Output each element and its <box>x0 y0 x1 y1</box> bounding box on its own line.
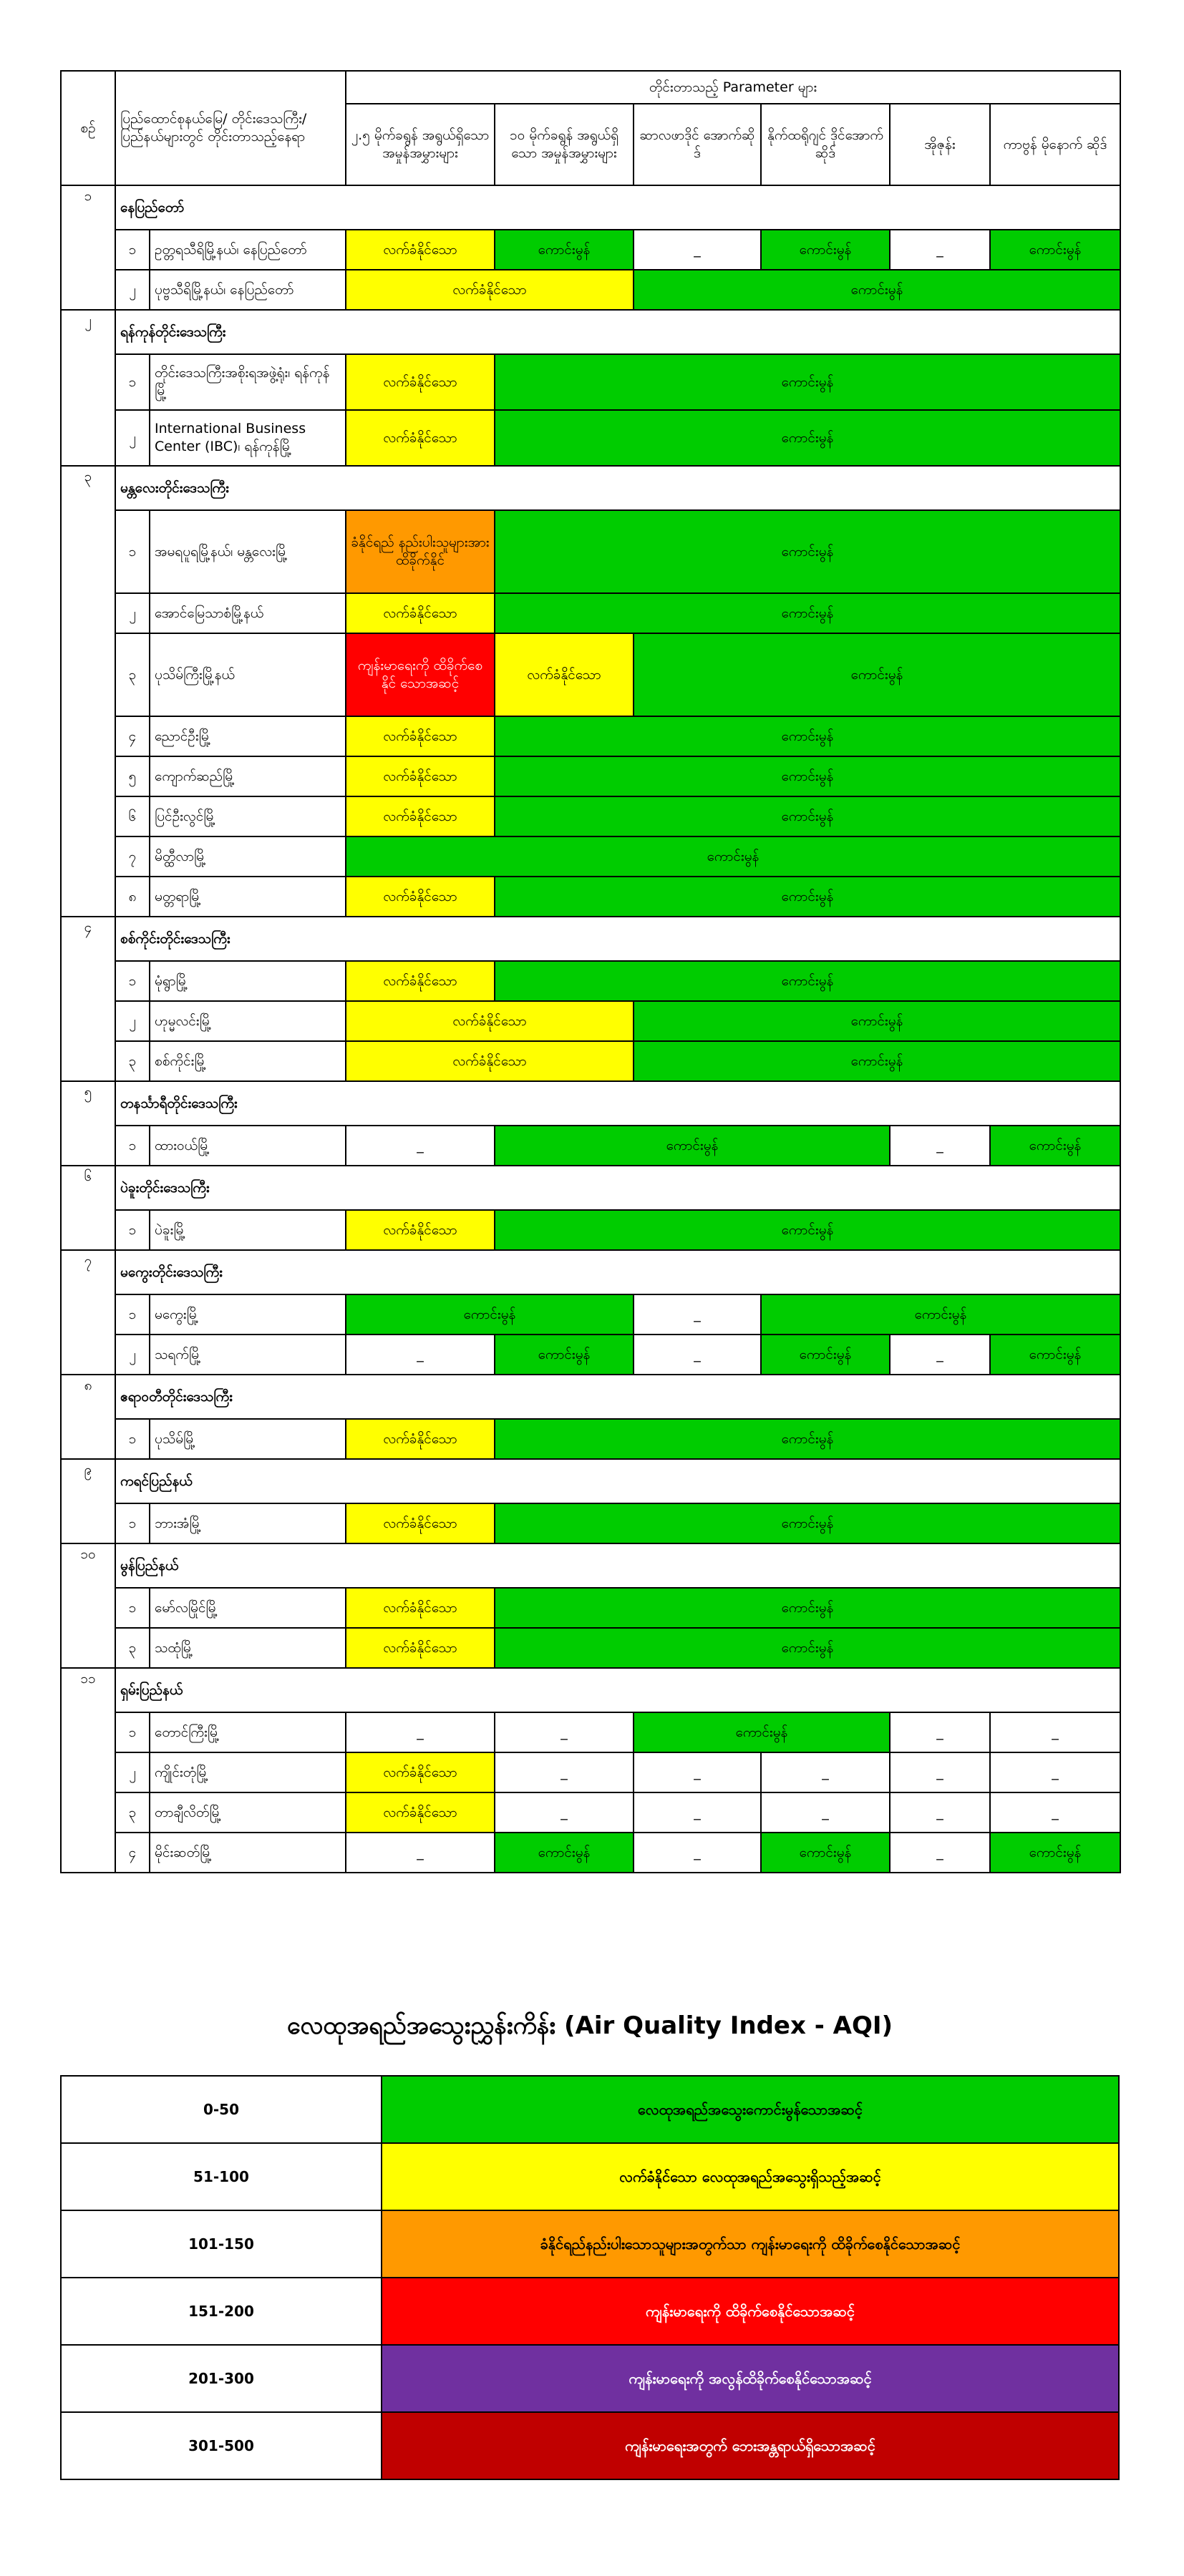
site-number: ၃ <box>115 1628 150 1668</box>
aqi-description: လက်ခံနိုင်သော လေထုအရည်အသွေးရှိသည့်အဆင့် <box>382 2143 1119 2210</box>
status-cell-good: ကောင်းမွန် <box>495 354 1120 410</box>
site-number: ၃ <box>115 1792 150 1833</box>
site-name: ပြင်ဦးလွင်မြို့ <box>150 796 346 836</box>
status-cell-none: _ <box>634 1833 761 1873</box>
status-cell-none: _ <box>495 1712 634 1752</box>
status-cell-mod: လက်ခံနိုင်သော <box>346 230 495 270</box>
air-quality-sheet <box>60 70 1120 1873</box>
site-name: မိတ္ထီလာမြို့ <box>150 836 346 877</box>
region-row <box>61 1543 1120 1588</box>
status-cell-none: _ <box>761 1792 890 1833</box>
site-number: ၇ <box>115 836 150 877</box>
status-cell-none: _ <box>495 1792 634 1833</box>
status-cell-good: ကောင်းမွန် <box>495 961 1120 1001</box>
status-cell-good: ကောင်းမွန် <box>634 1041 1120 1081</box>
region-number: ၇ <box>61 1250 115 1375</box>
site-number: ၁ <box>115 961 150 1001</box>
aqi-row <box>61 2076 1119 2143</box>
site-row <box>61 1210 1120 1250</box>
region-name: စစ်ကိုင်းတိုင်းဒေသကြီး <box>115 917 1120 961</box>
site-number: ၁ <box>115 230 150 270</box>
site-row <box>61 1588 1120 1628</box>
status-cell-mod: လက်ခံနိုင်သော <box>346 410 495 466</box>
status-cell-mod: လက်ခံနိုင်သော <box>346 1588 495 1628</box>
site-number: ၁ <box>115 1419 150 1459</box>
site-name: မိုင်းဆတ်မြို့ <box>150 1833 346 1873</box>
site-row <box>61 510 1120 593</box>
status-cell-unh: ကျန်းမာရေးကို ထိခိုက်စေနိုင် သောအဆင့် <box>346 633 495 716</box>
site-name: ပုဗ္ဗသီရိမြို့နယ်၊ နေပြည်တော် <box>150 270 346 310</box>
status-cell-mod: လက်ခံနိုင်သော <box>346 593 495 633</box>
site-name: သထုံမြို့ <box>150 1628 346 1668</box>
status-cell-mod: လက်ခံနိုင်သော <box>346 756 495 796</box>
region-row <box>61 1166 1120 1210</box>
region-number: ၉ <box>61 1459 115 1543</box>
aqi-range: 101-150 <box>61 2210 382 2278</box>
status-cell-none: _ <box>890 1752 990 1792</box>
site-row <box>61 796 1120 836</box>
status-cell-mod: လက်ခံနိုင်သော <box>346 1001 634 1041</box>
status-cell-none: _ <box>346 1126 495 1166</box>
site-number: ၁ <box>115 1210 150 1250</box>
status-cell-good: ကောင်းမွန် <box>346 836 1120 877</box>
site-row <box>61 1752 1120 1792</box>
header-no2: နိုက်ထရိုဂျင် ဒိုင်အောက် ဆိုဒ် <box>761 104 890 185</box>
site-number: ၂ <box>115 410 150 466</box>
status-cell-good: ကောင်းမွန် <box>495 1588 1120 1628</box>
aqi-legend-body <box>61 2076 1119 2479</box>
header-co: ကာဗွန် မိုနောက် ဆိုဒ် <box>990 104 1120 185</box>
site-number: ၄ <box>115 1833 150 1873</box>
region-name: မန္တလေးတိုင်းဒေသကြီး <box>115 466 1120 510</box>
status-cell-mod: လက်ခံနိုင်သော <box>346 961 495 1001</box>
status-cell-mod: လက်ခံနိုင်သော <box>346 1628 495 1668</box>
status-cell-good: ကောင်းမွန် <box>495 877 1120 917</box>
status-cell-good: ကောင်းမွန် <box>761 1294 1120 1335</box>
status-cell-none: _ <box>634 1294 761 1335</box>
status-cell-none: _ <box>890 1792 990 1833</box>
site-number: ၂ <box>115 270 150 310</box>
header-no: စဉ် <box>61 71 115 185</box>
header-ozone: အိုဇုန်း <box>890 104 990 185</box>
region-number: ၈ <box>61 1375 115 1459</box>
status-cell-good: ကောင်းမွန် <box>761 1335 890 1375</box>
status-cell-none: _ <box>346 1833 495 1873</box>
aqi-row <box>61 2345 1119 2412</box>
region-name: ရှမ်းပြည်နယ် <box>115 1668 1120 1712</box>
status-cell-none: _ <box>890 1833 990 1873</box>
aqi-description: ခံနိုင်ရည်နည်းပါးသောသူများအတွက်သာ ကျန်းမာရေးကို ထိခိုက်စေနိုင်သောအဆင့် <box>382 2210 1119 2278</box>
region-name: မကွေးတိုင်းဒေသကြီး <box>115 1250 1120 1294</box>
aqi-range: 301-500 <box>61 2412 382 2479</box>
site-row <box>61 756 1120 796</box>
status-cell-good: ကောင်းမွန် <box>990 230 1120 270</box>
site-number: ၁ <box>115 1294 150 1335</box>
site-name: မတ္တရာမြို့ <box>150 877 346 917</box>
status-cell-good: ကောင်းမွန် <box>495 1335 634 1375</box>
site-row <box>61 1628 1120 1668</box>
header-so2: ဆာလဖာဒိုင် အောက်ဆိုဒ် <box>634 104 761 185</box>
status-cell-good: ကောင်းမွန် <box>495 1126 890 1166</box>
site-name: ပုသိမ်ကြီးမြို့နယ် <box>150 633 346 716</box>
region-name: ကရင်ပြည်နယ် <box>115 1459 1120 1503</box>
region-row <box>61 466 1120 510</box>
site-name: ဘားအံမြို့ <box>150 1503 346 1543</box>
site-name: ထားဝယ်မြို့ <box>150 1126 346 1166</box>
status-cell-good: ကောင်းမွန် <box>761 230 890 270</box>
site-name: တိုင်းဒေသကြီးအစိုးရအဖွဲ့ရုံး၊ ရန်ကုန်မြို့ <box>150 354 346 410</box>
measurement-table <box>60 70 1121 1873</box>
site-row <box>61 1833 1120 1873</box>
region-name: တနင်္သာရီတိုင်းဒေသကြီး <box>115 1081 1120 1126</box>
status-cell-good: ကောင်းမွန် <box>495 1503 1120 1543</box>
region-row <box>61 310 1120 354</box>
aqi-range: 51-100 <box>61 2143 382 2210</box>
site-number: ၂ <box>115 1335 150 1375</box>
aqi-row <box>61 2278 1119 2345</box>
site-number: ၁ <box>115 1126 150 1166</box>
status-cell-none: _ <box>634 230 761 270</box>
status-cell-none: _ <box>890 1712 990 1752</box>
site-row <box>61 593 1120 633</box>
site-row <box>61 354 1120 410</box>
site-name: တာချီလိတ်မြို့ <box>150 1792 346 1833</box>
status-cell-mod: လက်ခံနိုင်သော <box>346 1503 495 1543</box>
site-name: မကွေးမြို့ <box>150 1294 346 1335</box>
site-row <box>61 716 1120 756</box>
status-cell-good: ကောင်းမွန် <box>634 1001 1120 1041</box>
table-body <box>61 185 1120 1873</box>
site-row <box>61 1712 1120 1752</box>
site-name: ပဲခူးမြို့ <box>150 1210 346 1250</box>
status-cell-mod: လက်ခံနိုင်သော <box>346 1041 634 1081</box>
site-number: ၂ <box>115 1752 150 1792</box>
site-number: ၅ <box>115 756 150 796</box>
site-name: အောင်မြေသာစံမြို့နယ် <box>150 593 346 633</box>
aqi-legend-table <box>60 2075 1120 2480</box>
site-name: ပုသိမ်မြို့ <box>150 1419 346 1459</box>
status-cell-mod: လက်ခံနိုင်သော <box>346 1419 495 1459</box>
region-row <box>61 1250 1120 1294</box>
site-row <box>61 1335 1120 1375</box>
status-cell-good: ကောင်းမွန် <box>990 1126 1120 1166</box>
status-cell-mod: လက်ခံနိုင်သော <box>346 1792 495 1833</box>
region-number: ၁၀ <box>61 1543 115 1668</box>
site-name: မုံရွာမြို့ <box>150 961 346 1001</box>
site-name: တောင်ကြီးမြို့ <box>150 1712 346 1752</box>
status-cell-none: _ <box>990 1792 1120 1833</box>
status-cell-mod: လက်ခံနိုင်သော <box>346 796 495 836</box>
status-cell-good: ကောင်းမွန် <box>495 1833 634 1873</box>
status-cell-good: ကောင်းမွန် <box>634 1712 890 1752</box>
status-cell-good: ကောင်းမွန် <box>990 1833 1120 1873</box>
site-row <box>61 1419 1120 1459</box>
status-cell-none: _ <box>346 1712 495 1752</box>
site-name: စစ်ကိုင်းမြို့ <box>150 1041 346 1081</box>
aqi-row <box>61 2143 1119 2210</box>
region-name: နေပြည်တော် <box>115 185 1120 230</box>
region-row <box>61 1668 1120 1712</box>
site-number: ၂ <box>115 593 150 633</box>
status-cell-none: _ <box>990 1712 1120 1752</box>
status-cell-mod: လက်ခံနိုင်သော <box>495 633 634 716</box>
site-name: သရက်မြို့ <box>150 1335 346 1375</box>
status-cell-none: _ <box>990 1752 1120 1792</box>
region-name: ရန်ကုန်တိုင်းဒေသကြီး <box>115 310 1120 354</box>
site-number: ၂ <box>115 1001 150 1041</box>
status-cell-good: ကောင်းမွန် <box>761 1833 890 1873</box>
status-cell-none: _ <box>634 1752 761 1792</box>
site-row <box>61 1126 1120 1166</box>
region-name: ဧရာဝတီတိုင်းဒေသကြီး <box>115 1375 1120 1419</box>
site-name: ဟုမ္မလင်းမြို့ <box>150 1001 346 1041</box>
status-cell-good: ကောင်းမွန် <box>495 1210 1120 1250</box>
status-cell-mod: လက်ခံနိုင်သော <box>346 270 634 310</box>
site-name: အမရပူရမြို့နယ်၊ မန္တလေးမြို့ <box>150 510 346 593</box>
site-name: မော်လမြိုင်မြို့ <box>150 1588 346 1628</box>
site-name: ဥတ္တရသီရိမြို့နယ်၊ နေပြည်တော် <box>150 230 346 270</box>
region-name: ပဲခူးတိုင်းဒေသကြီး <box>115 1166 1120 1210</box>
status-cell-good: ကောင်းမွန် <box>990 1335 1120 1375</box>
status-cell-good: ကောင်းမွန် <box>495 756 1120 796</box>
site-row <box>61 1041 1120 1081</box>
status-cell-mod: လက်ခံနိုင်သော <box>346 716 495 756</box>
site-row <box>61 230 1120 270</box>
site-row <box>61 877 1120 917</box>
region-number: ၃ <box>61 466 115 917</box>
site-name: ကျောက်ဆည်မြို့ <box>150 756 346 796</box>
region-row <box>61 1081 1120 1126</box>
aqi-description: ကျန်းမာရေးကို အလွန်ထိခိုက်စေနိုင်သောအဆင့် <box>382 2345 1119 2412</box>
status-cell-good: ကောင်းမွန် <box>495 410 1120 466</box>
region-number: ၄ <box>61 917 115 1081</box>
region-row <box>61 185 1120 230</box>
status-cell-good: ကောင်းမွန် <box>495 230 634 270</box>
region-name: မွန်ပြည်နယ် <box>115 1543 1120 1588</box>
status-cell-good: ကောင်းမွန် <box>495 1419 1120 1459</box>
site-row <box>61 410 1120 466</box>
status-cell-good: ကောင်းမွန် <box>346 1294 634 1335</box>
region-number: ၁ <box>61 185 115 310</box>
status-cell-none: _ <box>890 1335 990 1375</box>
site-name: ကျိုင်းတုံမြို့ <box>150 1752 346 1792</box>
site-row <box>61 961 1120 1001</box>
status-cell-good: ကောင်းမွန် <box>495 593 1120 633</box>
aqi-range: 151-200 <box>61 2278 382 2345</box>
site-row <box>61 633 1120 716</box>
status-cell-none: _ <box>890 230 990 270</box>
status-cell-good: ကောင်းမွန် <box>495 1628 1120 1668</box>
header-pm25: ၂.၅ မိုက်ခရွန် အရွယ်ရှိသော အမှုန်အမွှားများ <box>346 104 495 185</box>
header-location: ပြည်ထောင်စုနယ်မြေ/ တိုင်းဒေသကြီး/ ပြည်နယ်များတွင် တိုင်းတာသည့်နေရာ <box>115 71 346 185</box>
region-number: ၅ <box>61 1081 115 1166</box>
site-name: ညောင်ဦးမြို့ <box>150 716 346 756</box>
aqi-title: လေထုအရည်အသွေးညွှန်းကိန်း (Air Quality Index - AQI) <box>286 2011 893 2040</box>
site-number: ၁ <box>115 1588 150 1628</box>
site-row <box>61 270 1120 310</box>
status-cell-good: ကောင်းမွန် <box>634 270 1120 310</box>
site-number: ၁ <box>115 1503 150 1543</box>
site-number: ၆ <box>115 796 150 836</box>
status-cell-mod: လက်ခံနိုင်သော <box>346 877 495 917</box>
status-cell-good: ကောင်းမွန် <box>634 633 1120 716</box>
region-row <box>61 1375 1120 1419</box>
aqi-description: ကျန်းမာရေးကို ထိခိုက်စေနိုင်သောအဆင့် <box>382 2278 1119 2345</box>
aqi-row <box>61 2210 1119 2278</box>
aqi-range: 201-300 <box>61 2345 382 2412</box>
site-number: ၃ <box>115 633 150 716</box>
status-cell-none: _ <box>890 1126 990 1166</box>
site-number: ၄ <box>115 716 150 756</box>
status-cell-good: ကောင်းမွန် <box>495 510 1120 593</box>
site-row <box>61 836 1120 877</box>
region-number: ၁၁ <box>61 1668 115 1873</box>
region-number: ၂ <box>61 310 115 466</box>
region-row <box>61 1459 1120 1503</box>
status-cell-none: _ <box>761 1752 890 1792</box>
status-cell-good: ကောင်းမွန် <box>495 716 1120 756</box>
status-cell-none: _ <box>634 1792 761 1833</box>
aqi-row <box>61 2412 1119 2479</box>
header-parameter-group: တိုင်းတာသည့် Parameter များ <box>346 71 1120 104</box>
aqi-description: လေထုအရည်အသွေးကောင်းမွန်သောအဆင့် <box>382 2076 1119 2143</box>
status-cell-none: _ <box>346 1335 495 1375</box>
site-row <box>61 1001 1120 1041</box>
status-cell-mod: လက်ခံနိုင်သော <box>346 1752 495 1792</box>
region-row <box>61 917 1120 961</box>
site-name: International Business Center (IBC)၊ ရန်ကုန်မြို့ <box>150 410 346 466</box>
site-number: ၁ <box>115 354 150 410</box>
status-cell-mod: လက်ခံနိုင်သော <box>346 354 495 410</box>
site-number: ၈ <box>115 877 150 917</box>
status-cell-none: _ <box>634 1335 761 1375</box>
site-number: ၁ <box>115 510 150 593</box>
site-row <box>61 1503 1120 1543</box>
aqi-range: 0-50 <box>61 2076 382 2143</box>
header-pm10: ၁၀ မိုက်ခရွန် အရွယ်ရှိသော အမှုန်အမွှားများ <box>495 104 634 185</box>
status-cell-usg: ခံနိုင်ရည် နည်းပါးသူများအား ထိခိုက်နိုင် <box>346 510 495 593</box>
site-number: ၁ <box>115 1712 150 1752</box>
aqi-description: ကျန်းမာရေးအတွက် ဘေးအန္တရာယ်ရှိသောအဆင့် <box>382 2412 1119 2479</box>
status-cell-none: _ <box>495 1752 634 1792</box>
site-row <box>61 1792 1120 1833</box>
site-row <box>61 1294 1120 1335</box>
status-cell-good: ကောင်းမွန် <box>495 796 1120 836</box>
status-cell-mod: လက်ခံနိုင်သော <box>346 1210 495 1250</box>
region-number: ၆ <box>61 1166 115 1250</box>
site-number: ၃ <box>115 1041 150 1081</box>
